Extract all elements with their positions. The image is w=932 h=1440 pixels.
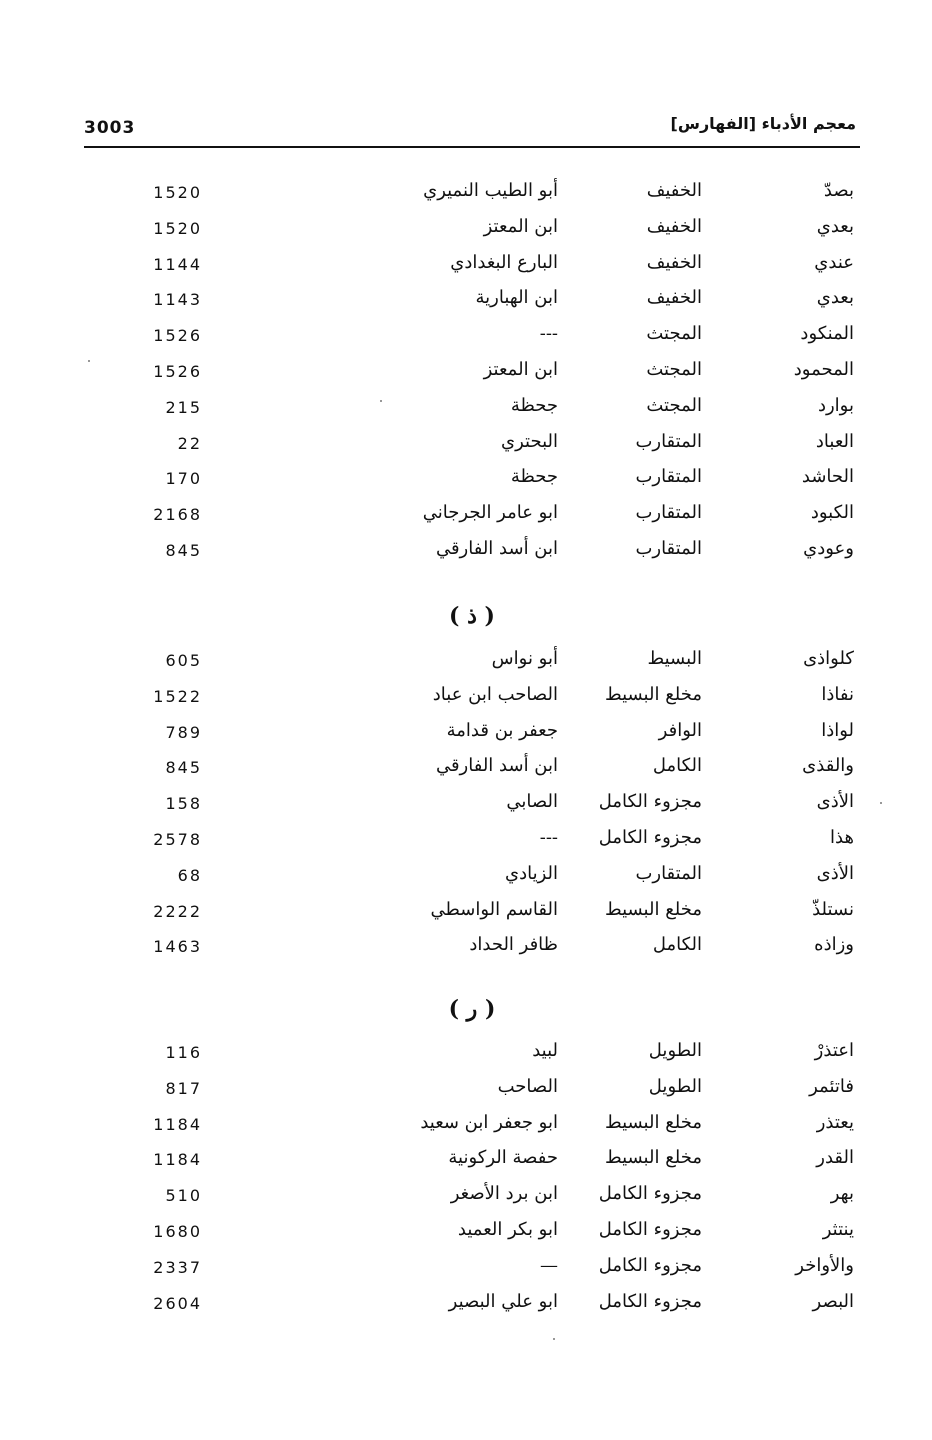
page-number: 3003 — [84, 118, 136, 138]
meter: البسيط — [647, 648, 702, 669]
meter: المجتث — [646, 395, 702, 416]
poet: جعفر بن قدامة — [446, 720, 558, 741]
meter: الوافر — [658, 720, 702, 741]
meter: الخفيف — [646, 252, 702, 273]
page-ref: 170 — [165, 469, 202, 488]
page-ref: 2222 — [153, 902, 202, 921]
poet: ابو بكر العميد — [457, 1219, 558, 1240]
rhyme-word: لواذا — [821, 720, 854, 741]
rhyme-word: بعدي — [816, 216, 854, 237]
rhyme-word: الأذى — [816, 863, 854, 884]
meter: مخلع البسيط — [604, 899, 702, 920]
page-ref: 1143 — [153, 290, 202, 309]
index-row — [84, 1112, 860, 1144]
index-row — [84, 180, 860, 212]
meter: المجتث — [646, 323, 702, 344]
page-ref: 1184 — [153, 1150, 202, 1169]
poet: ابو جعفر ابن سعيد — [420, 1112, 558, 1133]
poet: أبو الطيب النميري — [423, 180, 558, 201]
meter: المتقارب — [635, 502, 702, 523]
meter: الخفيف — [646, 216, 702, 237]
rhyme-word: البصر — [812, 1291, 854, 1312]
rhyme-word: نستلذّ — [812, 899, 854, 920]
meter: مخلع البسيط — [604, 1147, 702, 1168]
poet: الصاحب — [497, 1076, 558, 1097]
meter: مجزوء الكامل — [598, 1255, 702, 1276]
rhyme-word: بوارد — [817, 395, 854, 416]
poet: الزيادي — [504, 863, 558, 884]
page-ref: 1144 — [153, 255, 202, 274]
page-ref: 68 — [177, 866, 202, 885]
rhyme-word: وزاذه — [814, 934, 854, 955]
index-row — [84, 1255, 860, 1287]
index-row — [84, 934, 860, 966]
meter: المتقارب — [635, 863, 702, 884]
page-ref: 2337 — [153, 1258, 202, 1277]
rhyme-word: فاتئمر — [809, 1076, 854, 1097]
page-ref: 1526 — [153, 326, 202, 345]
page-ref: 817 — [165, 1079, 202, 1098]
index-row — [84, 216, 860, 248]
index-row — [84, 899, 860, 931]
index-row — [84, 1219, 860, 1251]
poet: جحظة — [510, 395, 558, 416]
meter: المجتث — [646, 359, 702, 380]
index-row — [84, 755, 860, 787]
page-ref: 845 — [165, 758, 202, 777]
rhyme-word: الأذى — [816, 791, 854, 812]
meter: الكامل — [652, 755, 702, 776]
index-row — [84, 252, 860, 284]
rhyme-word: عندي — [814, 252, 854, 273]
poet: ابن برد الأصغر — [450, 1183, 558, 1204]
meter: مجزوء الكامل — [598, 1291, 702, 1312]
rhyme-word: القدر — [816, 1147, 854, 1168]
meter: الطويل — [648, 1040, 702, 1061]
rhyme-word: والقذى — [802, 755, 854, 776]
rhyme-word: بهر — [830, 1183, 854, 1204]
page-ref: 605 — [165, 651, 202, 670]
index-row — [84, 1076, 860, 1108]
page-ref: 1526 — [153, 362, 202, 381]
page-ref: 1520 — [153, 183, 202, 202]
page-header — [84, 108, 860, 148]
poet: ابن الهبارية — [475, 287, 558, 308]
page-ref: 1184 — [153, 1115, 202, 1134]
scan-speck — [553, 1338, 555, 1340]
poet: ابن المعتز — [483, 359, 558, 380]
meter: الطويل — [648, 1076, 702, 1097]
rhyme-word: نفاذا — [821, 684, 854, 705]
page-ref: 1463 — [153, 937, 202, 956]
scan-speck — [380, 400, 382, 402]
poet: --- — [539, 827, 558, 848]
poet: ظافر الحداد — [469, 934, 558, 955]
rhyme-word: كلواذى — [803, 648, 854, 669]
index-row — [84, 538, 860, 570]
index-row — [84, 395, 860, 427]
poet: ابو عامر الجرجاني — [422, 502, 558, 523]
page-ref: 2168 — [153, 505, 202, 524]
rhyme-word: بعدي — [816, 287, 854, 308]
rhyme-word: اعتذرْ — [814, 1040, 854, 1061]
page-ref: 1520 — [153, 219, 202, 238]
page-ref: 116 — [165, 1043, 202, 1062]
index-row — [84, 359, 860, 391]
poet: الصاحب ابن عباد — [432, 684, 558, 705]
poet: ابن المعتز — [483, 216, 558, 237]
meter: مجزوء الكامل — [598, 1183, 702, 1204]
rhyme-word: الحاشد — [801, 466, 854, 487]
page-ref: 158 — [165, 794, 202, 813]
page-ref: 1680 — [153, 1222, 202, 1241]
page-ref: 2604 — [153, 1294, 202, 1313]
rhyme-word: وعودي — [803, 538, 854, 559]
page-ref: 2578 — [153, 830, 202, 849]
rhyme-word: يعتذر — [816, 1112, 854, 1133]
section-heading: ( ذ ) — [449, 603, 495, 629]
meter: الكامل — [652, 934, 702, 955]
meter: الخفيف — [646, 287, 702, 308]
meter: مخلع البسيط — [604, 684, 702, 705]
rhyme-word: المحمود — [793, 359, 854, 380]
poet: البحتري — [501, 431, 558, 452]
index-row — [84, 827, 860, 859]
index-row — [84, 1183, 860, 1215]
poet: جحظة — [510, 466, 558, 487]
rhyme-word: العباد — [815, 431, 854, 452]
meter: المتقارب — [635, 466, 702, 487]
page-ref: 789 — [165, 723, 202, 742]
meter: مجزوء الكامل — [598, 827, 702, 848]
rhyme-word: هذا — [830, 827, 854, 848]
index-row — [84, 1040, 860, 1072]
poet: أبو نواس — [491, 648, 558, 669]
poet: حفصة الركونية — [448, 1147, 558, 1168]
meter: المتقارب — [635, 431, 702, 452]
meter: مخلع البسيط — [604, 1112, 702, 1133]
rhyme-word: الكبود — [810, 502, 854, 523]
scan-speck — [880, 802, 882, 804]
meter: مجزوء الكامل — [598, 1219, 702, 1240]
poet: ابو علي البصير — [448, 1291, 558, 1312]
index-row — [84, 1291, 860, 1323]
rhyme-word: ينتثر — [822, 1219, 854, 1240]
page-ref: 22 — [177, 434, 202, 453]
meter: مجزوء الكامل — [598, 791, 702, 812]
rhyme-word: بصدّ — [823, 180, 854, 201]
meter: المتقارب — [635, 538, 702, 559]
poet: — — [540, 1255, 558, 1276]
poet: القاسم الواسطي — [430, 899, 558, 920]
running-title: معجم الأدباء [الفهارس] — [670, 114, 856, 133]
section-heading: ( ر ) — [448, 996, 496, 1022]
index-row — [84, 431, 860, 463]
page-ref: 510 — [165, 1186, 202, 1205]
index-row — [84, 502, 860, 534]
page-ref: 1522 — [153, 687, 202, 706]
poet: --- — [539, 323, 558, 344]
poet: ابن أسد الفارقي — [435, 755, 558, 776]
rhyme-word: المنكود — [800, 323, 854, 344]
index-row — [84, 684, 860, 716]
index-row — [84, 466, 860, 498]
poet: ابن أسد الفارقي — [435, 538, 558, 559]
rhyme-word: والأواخر — [795, 1255, 854, 1276]
index-row — [84, 863, 860, 895]
page-ref: 215 — [165, 398, 202, 417]
index-row — [84, 287, 860, 319]
index-row — [84, 648, 860, 680]
index-row — [84, 1147, 860, 1179]
index-row — [84, 720, 860, 752]
scan-speck — [88, 360, 90, 362]
meter: الخفيف — [646, 180, 702, 201]
poet: لبيد — [532, 1040, 558, 1061]
index-row — [84, 323, 860, 355]
index-row — [84, 791, 860, 823]
poet: البارع البغدادي — [450, 252, 558, 273]
page-ref: 845 — [165, 541, 202, 560]
poet: الصابي — [506, 791, 558, 812]
